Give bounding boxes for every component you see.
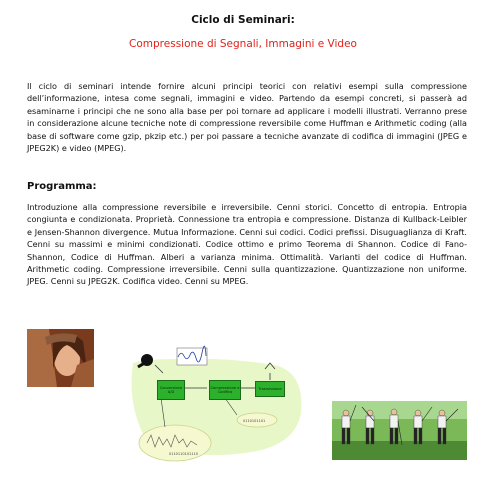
lena-photo-art bbox=[27, 329, 94, 387]
ad-conversion-box: Conversione A/D bbox=[157, 380, 185, 400]
transmission-box: Trasmissione bbox=[255, 381, 285, 397]
golfer-sequence-photo bbox=[332, 401, 467, 460]
programma-paragraph: Introduzione alla compressione reversibile e irreversibile. Cenni storici. Concetto di entropia. Entropia congiunta e condizionata. Proprietà. Connessione tra entropia e compressione. Distanza di Kullback-Leibler e Jensen-Shannon divergence. Mutua Informazione. Cenni sui codici. Codici prefissi. Disuguaglianza di Kraft. Cenni su massimi e minimi condizionati. Codice ottimo e primo Teorema di Shannon. Codice di Fano- Shannon, Codice di Huffman. Alberi a varianza minima. Ottimalità. Varianti del codice di Huffman. Arithmetic coding. Compressione irreversibile. Cenni sulla quantizzazione. Quantizzazione non uniforme. JPEG. Cenni su JPEG2K. Codifica video. Cenni su MPEG. bbox=[27, 202, 467, 287]
diagram-art bbox=[125, 343, 307, 470]
compression-box: Compressione e Codifica bbox=[209, 380, 241, 400]
lena-photo bbox=[27, 329, 94, 387]
programma-heading: Programma: bbox=[27, 181, 97, 192]
svg-text:0110110101110: 0110110101110 bbox=[169, 452, 198, 456]
compression-diagram bbox=[125, 343, 307, 470]
intro-paragraph: Il ciclo di seminari intende fornire alcuni principi teorici con relativi esempi sulla compressione dell’informazione, intesa come segnali, immagini e video. Partendo da esempi concreti, si passerà ad esaminarne i principi che ne sono alla base per poi tornare ad applicare i modelli illustrati. Verranno prese in considerazione alcune tecniche note di compressione reversibile come Huffman e Arithmetic coding (alla base di software come gzip, pkzip etc.) per poi passare a tecniche avanzate di codifica di immagini (JPEG e JPEG2K) e video (MPEG). bbox=[27, 81, 467, 154]
seminar-title: Ciclo di Seminari: bbox=[191, 14, 295, 26]
golfer-sequence-art bbox=[332, 401, 467, 460]
seminar-subtitle: Compressione di Segnali, Immagini e Video bbox=[129, 38, 357, 50]
svg-text:0110101101: 0110101101 bbox=[243, 419, 266, 423]
